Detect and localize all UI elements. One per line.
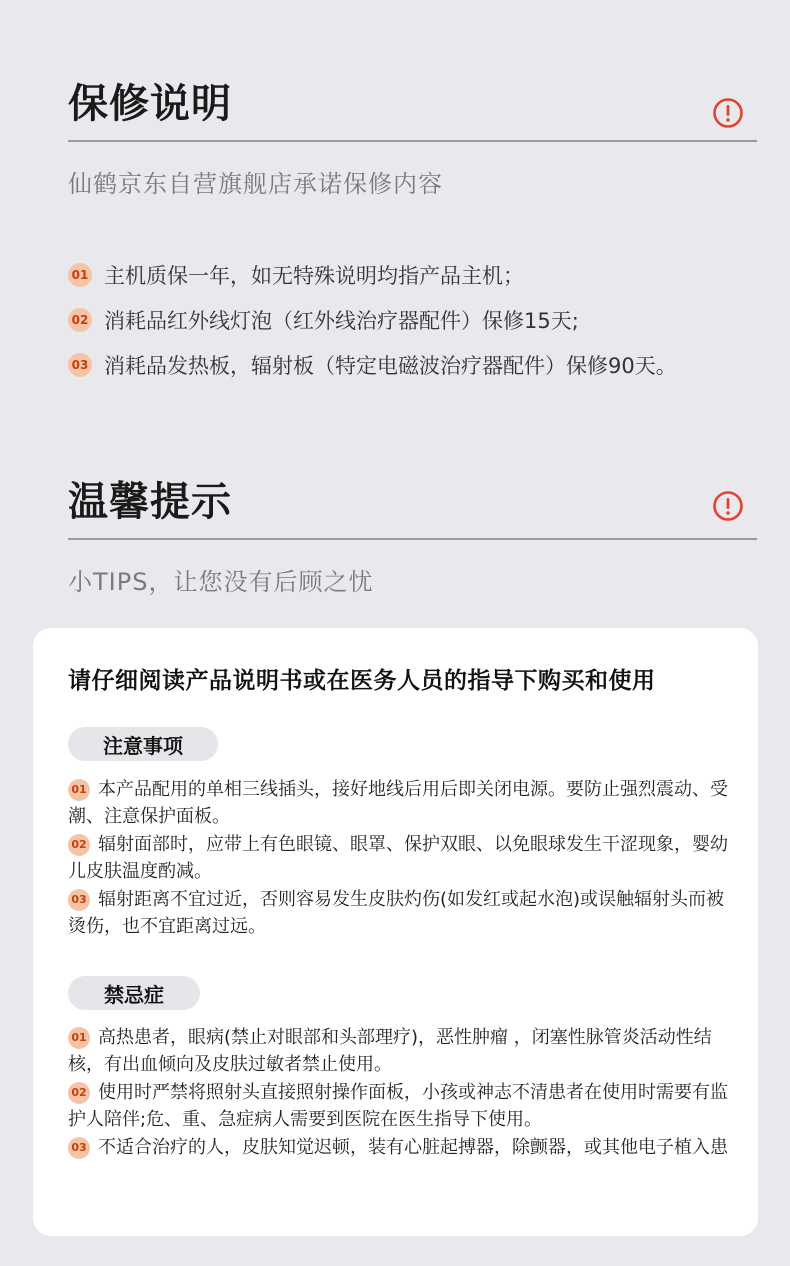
list-item	[68, 776, 730, 830]
number-badge: 03	[68, 1137, 90, 1159]
list-item	[68, 252, 750, 297]
number-badge: 01	[68, 1027, 90, 1049]
exclamation-circle-icon	[712, 490, 744, 522]
warranty-list	[68, 252, 750, 387]
number-badge: 02	[68, 834, 90, 856]
list-item	[68, 297, 750, 342]
number-badge: 03	[68, 889, 90, 911]
list-item	[68, 886, 730, 940]
list-item-text: 消耗品发热板，辐射板（特定电磁波治疗器配件）保修90天。	[104, 353, 677, 378]
list-item-text: 高热患者，眼病(禁止对眼部和头部理疗)，恶性肿瘤 ，闭塞性脉管炎活动性结核，有出血倾向及皮肤过敏者禁止使用。	[68, 1027, 712, 1075]
number-badge: 02	[68, 1082, 90, 1104]
warranty-subtitle: 仙鹤京东自营旗舰店承诺保修内容	[68, 170, 443, 198]
number-badge: 03	[68, 353, 92, 377]
list-item-text: 主机质保一年，如无特殊说明均指产品主机；	[104, 263, 524, 288]
notes-list	[68, 776, 730, 941]
tips-title: 温馨提示	[68, 479, 232, 525]
list-item-text: 使用时严禁将照射头直接照射操作面板，小孩或神志不清患者在使用时需要有监护人陪伴;危、重、急症病人需要到医院在医生指导下使用。	[68, 1082, 728, 1130]
list-item	[68, 342, 750, 387]
instructions-card	[33, 628, 758, 1236]
exclamation-circle-icon	[712, 97, 744, 129]
contraindications-label: 禁忌症	[68, 976, 200, 1010]
tips-header	[68, 478, 757, 526]
list-item-text: 不适合治疗的人，皮肤知觉迟顿，装有心脏起搏器，除颤器，或其他电子植入患	[98, 1137, 728, 1158]
list-item-text: 消耗品红外线灯泡（红外线治疗器配件）保修15天;	[104, 308, 579, 333]
list-item	[68, 831, 730, 885]
list-item-text: 辐射距离不宜过近，否则容易发生皮肤灼伤(如发红或起水泡)或误触辐射头而被烫伤，也不宜距离过远。	[68, 889, 725, 937]
card-heading: 请仔细阅读产品说明书或在医务人员的指导下购买和使用	[68, 668, 656, 694]
number-badge: 01	[68, 779, 90, 801]
number-badge: 02	[68, 308, 92, 332]
list-item-text: 本产品配用的单相三线插头，接好地线后用后即关闭电源。要防止强烈震动、受潮、注意保护面板。	[68, 779, 728, 827]
notes-label: 注意事项	[68, 727, 218, 761]
list-item	[68, 1134, 730, 1161]
list-item	[68, 1024, 730, 1078]
tips-divider	[68, 538, 757, 540]
warranty-divider	[68, 140, 757, 142]
list-item-text: 辐射面部时，应带上有色眼镜、眼罩、保护双眼、以免眼球发生干涩现象，婴幼儿皮肤温度酌减。	[68, 834, 728, 882]
tips-subtitle: 小TIPS，让您没有后顾之忧	[68, 568, 374, 596]
number-badge: 01	[68, 263, 92, 287]
warranty-title: 保修说明	[68, 81, 232, 127]
list-item	[68, 1079, 730, 1133]
warranty-header	[68, 80, 757, 128]
contraindications-list	[68, 1024, 730, 1162]
